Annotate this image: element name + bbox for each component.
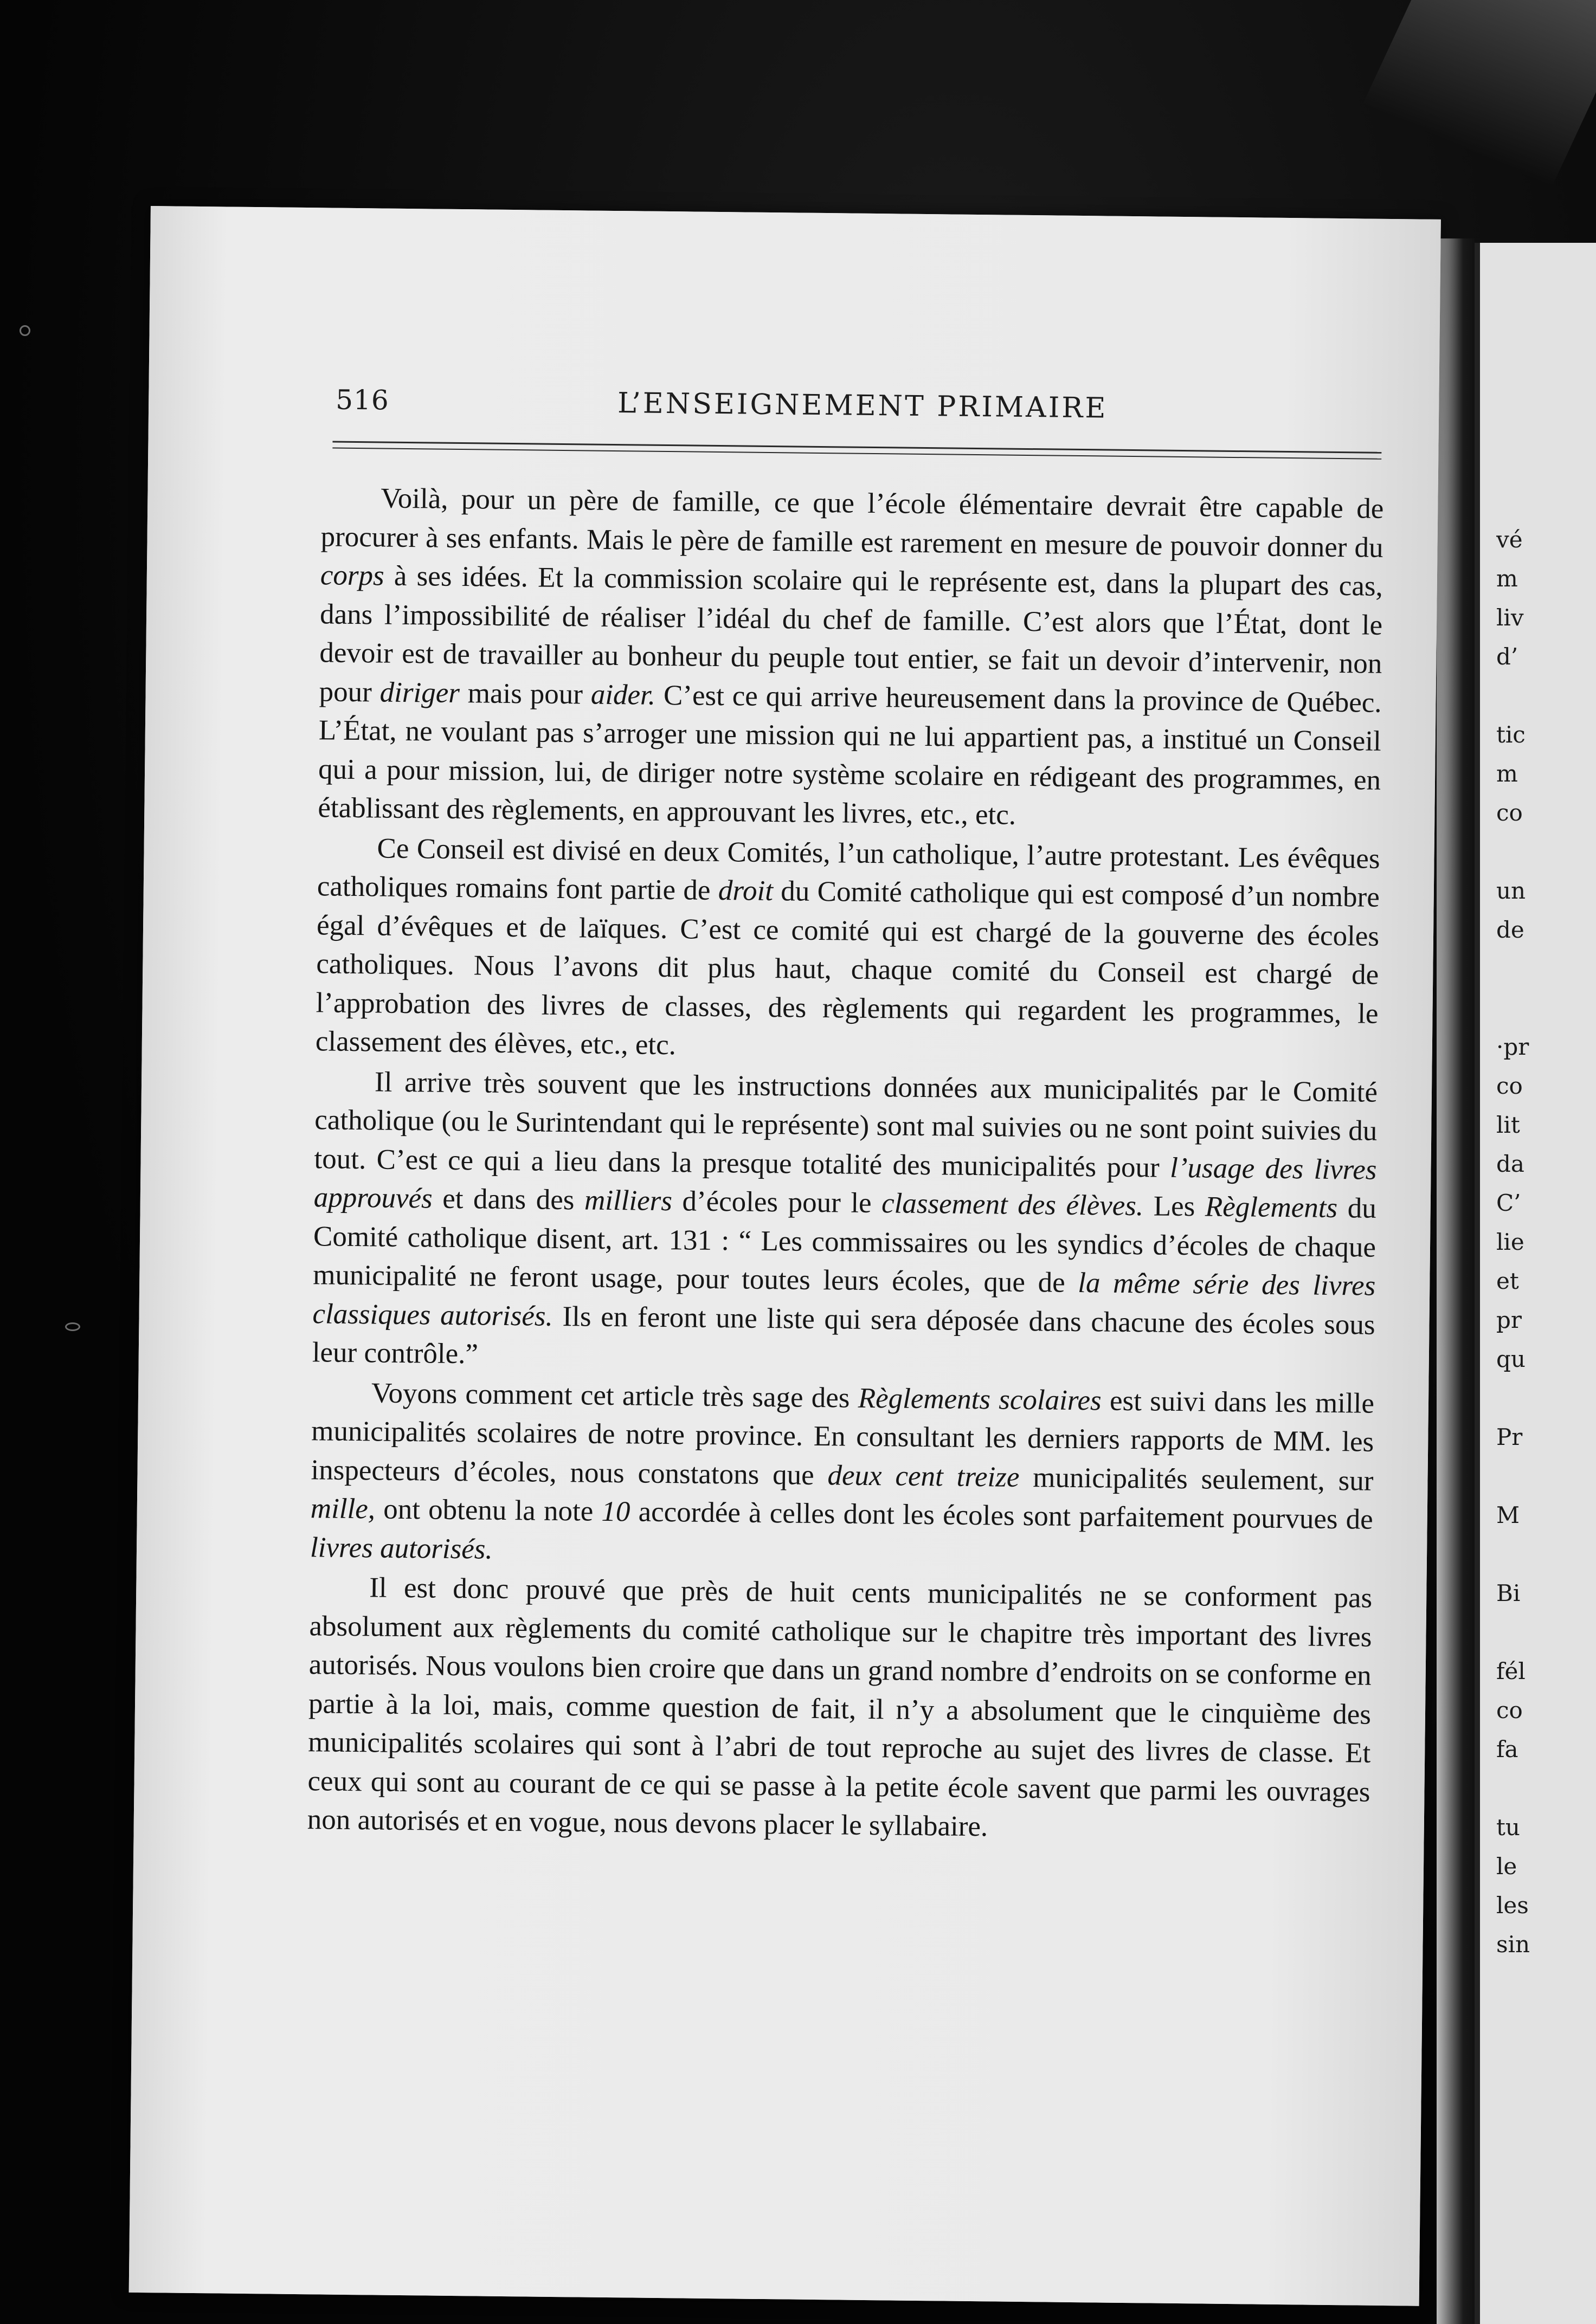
paragraph — [312, 1062, 1378, 1383]
text-run: C’est ce qui arrive heureusement dans la province de Québec. L’État, ne voulant pas s’arroger une mission qui ne lui appartient pas, a institué un Conseil qui a pour mission, lui, de diriger notre système scolaire en rédigeant des programmes, en établissant des règlements, en approuvant les livres, etc., etc. — [318, 679, 1382, 831]
italic-run: aider. — [590, 679, 656, 711]
text-run: Ils en feront une liste qui sera déposée dans chacune des écoles sous leur contrôle.” — [312, 1300, 1375, 1370]
light-streak — [1325, 0, 1596, 184]
text-run: ont obtenu la note — [375, 1493, 602, 1527]
paragraph — [318, 479, 1384, 838]
header-rule-bottom — [332, 448, 1381, 460]
italic-run: corps — [320, 559, 384, 592]
text-run: municipalités seulement, sur — [1019, 1461, 1374, 1497]
text-run: du Comité catholique disent, art. 131 : “ Les commissaires ou les syndics d’écoles de chaque municipalité ne feront usage, pour toutes leurs écoles, que de — [313, 1192, 1377, 1299]
text-run: Les — [1143, 1190, 1206, 1223]
italic-run: droit — [718, 875, 774, 907]
italic-run: mille, — [310, 1493, 376, 1525]
text-run: Voyons comment cet article très sage des — [371, 1377, 859, 1414]
paragraph — [310, 1373, 1375, 1578]
running-title: L’ENSEIGNEMENT PRIMAIRE — [617, 387, 1108, 425]
text-run: Il est donc prouvé que près de huit cents municipalités ne se conforment pas absolument aux règlements du comité catholique sur le chapitre très important des livres autorisés. Nous voulons bien croire que dans un grand nombre d’endroits on se conforme en partie à la loi, mais, comme question de fait, il n’y a absolument que le cinquième des municipalités scolaires qui sont à l’abri de tout reproche au sujet des livres de classe. Et ceux qui sont au courant de ce qui se passe à la petite école savent que parmi les ouvrages non autorisés et en vogue, nous devons placer le syllabaire. — [307, 1572, 1373, 1843]
italic-run: Règlements — [1205, 1191, 1338, 1224]
text-run: à ses idées. Et la commission scolaire qui le représente est, dans la plupart des cas, dans l’impossibilité de réaliser l’idéal du chef de famille. C’est alors que l’État, dont le devoir est de travailler au bonheur du peuple tout entier, se fait un devoir d’intervenir, non pour — [319, 560, 1383, 708]
text-run: et dans des — [432, 1183, 585, 1216]
text-run: Il arrive très souvent que les instructions données aux municipalités par le Comité catholique (ou le Surintendant qui le représente) sont mal suivies ou ne sont point suivies du tout. C’est ce qui a lieu dans la presque totalité des municipalités pour — [314, 1066, 1378, 1184]
text-run: Ce Conseil est divisé en deux Comités, l’un catholique, l’autre protestant. Les évêques catholiques romains font partie de — [317, 832, 1380, 907]
book-gutter — [1437, 238, 1475, 2324]
text-run: Voilà, pour un père de famille, ce que l’école élémentaire devrait être capable de procurer à ses enfants. Mais le père de famille est rarement en mesure de pouvoir donner du — [320, 482, 1384, 564]
page-number: 516 — [335, 384, 390, 416]
paragraph — [315, 829, 1380, 1073]
book-page — [129, 206, 1441, 2306]
header-rule-top — [332, 441, 1381, 454]
dust-speck — [65, 1322, 80, 1331]
italic-run: milliers — [584, 1184, 673, 1217]
italic-run: diriger — [379, 676, 460, 709]
text-run: est suivi dans les mille municipalités scolaires de notre province. En consultant les derniers rapports de MM. les inspecteurs d’écoles, nous constatons que — [311, 1384, 1375, 1491]
paragraph — [307, 1568, 1372, 1850]
italic-run: l’usage des livres approuvés — [313, 1152, 1377, 1215]
next-page-text-fragments: vé m liv d’ tic m co un de ·pr co lit da C’ lie et pr qu Pr M Bi fél co fa tu le les sin — [1496, 526, 1530, 1958]
page-header — [336, 384, 1420, 439]
italic-run: la même série des livres classiques autorisés. — [312, 1267, 1376, 1332]
italic-run: deux cent treize — [827, 1459, 1020, 1493]
body-text — [307, 479, 1383, 1851]
text-run: du Comité catholique qui est composé d’un nombre égal d’évêques et de laïques. C’est ce comité qui est chargé de la gouverne des écoles catholiques. Nous l’avons dit plus haut, chaque comité du Conseil est chargé de l’approbation des livres de classes, des règlements qui regardent les programmes, le classement des élèves, etc., etc. — [315, 875, 1380, 1061]
text-run: mais pour — [459, 677, 591, 711]
text-run: d’écoles pour le — [672, 1185, 882, 1219]
text-run: accordée à celles dont les écoles sont parfaitement pourvues de — [630, 1496, 1374, 1535]
dust-speck — [20, 325, 30, 336]
italic-run: Règlements scolaires — [858, 1382, 1102, 1416]
italic-run: 10 — [601, 1495, 630, 1528]
italic-run: classement des élèves. — [881, 1187, 1144, 1222]
italic-run: livres autorisés. — [310, 1531, 493, 1565]
